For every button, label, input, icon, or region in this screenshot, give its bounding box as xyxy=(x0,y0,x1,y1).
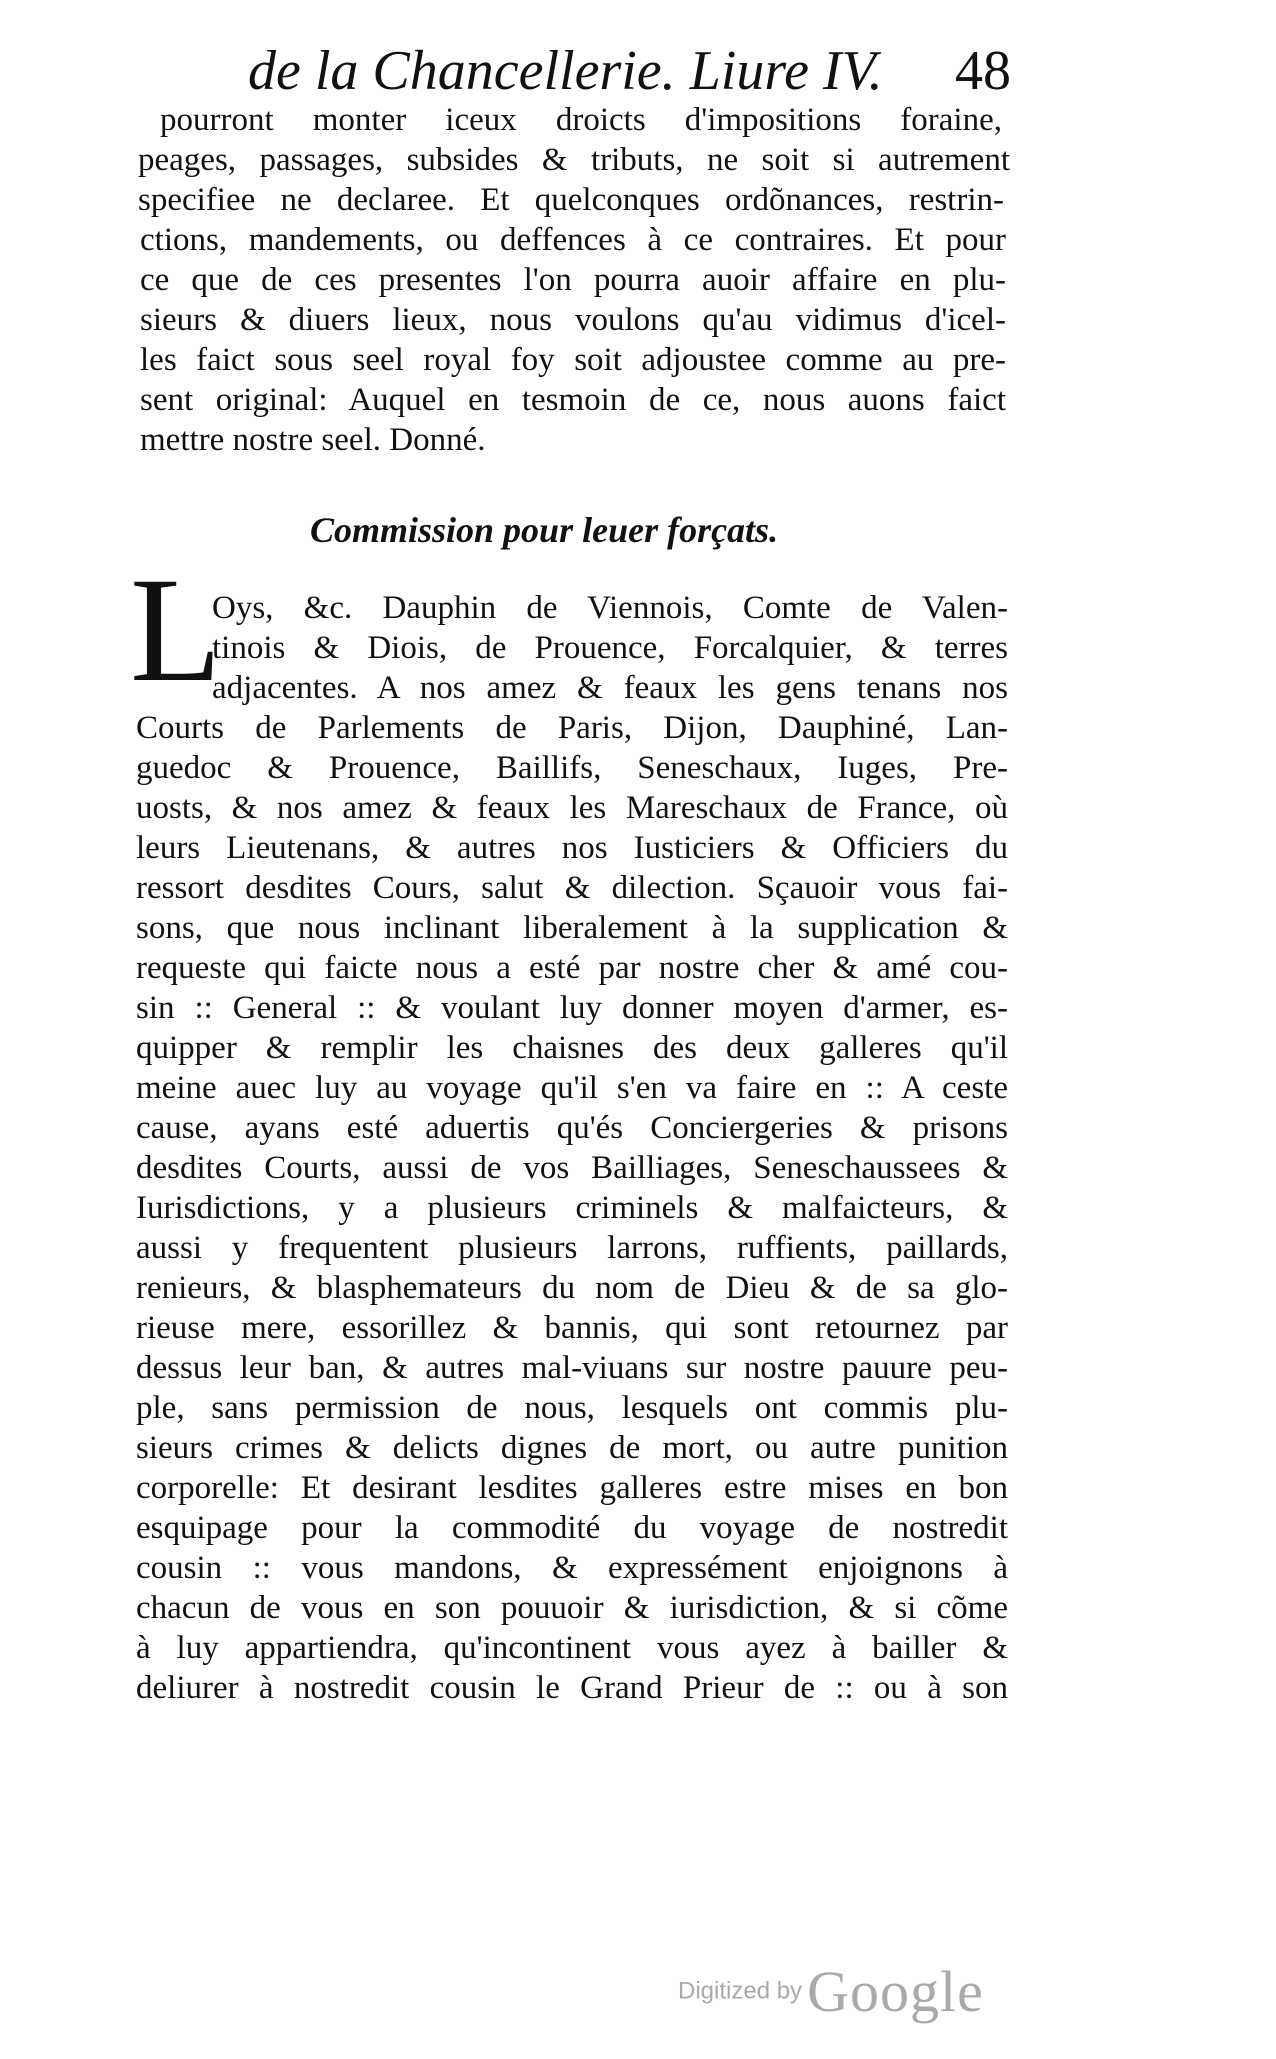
text-line: sons, que nous inclinant liberalement à la supplication & xyxy=(136,910,1008,946)
text-line: leurs Lieutenans, & autres nos Iusticiers & Officiers du xyxy=(136,830,1008,866)
text-line: chacun de vous en son pouuoir & iurisdiction, & si cõme xyxy=(136,1590,1008,1626)
text-line: adjacentes. A nos amez & feaux les gens tenans nos xyxy=(212,670,1008,706)
text-line: peages, passages, subsides & tributs, ne soit si autrement xyxy=(138,142,1010,178)
text-line: ctions, mandements, ou deffences à ce contraires. Et pour xyxy=(140,222,1006,258)
text-line: specifiee ne declaree. Et quelconques ordõnances, restrin- xyxy=(138,182,1004,218)
text-line: sent original: Auquel en tesmoin de ce, nous auons faict xyxy=(140,382,1006,418)
text-line: corporelle: Et desirant lesdites galleres estre mises en bon xyxy=(136,1470,1008,1506)
text-line: les faict sous seel royal foy soit adjoustee comme au pre- xyxy=(140,342,1006,378)
running-title: de la Chancellerie. Liure IV. xyxy=(248,40,883,102)
text-line: requeste qui faicte nous a esté par nostre cher & amé cou- xyxy=(136,950,1008,986)
text-line: pourront monter iceux droicts d'impositions foraine, xyxy=(160,102,1002,138)
text-line: cousin :: vous mandons, & expressément enjoignons à xyxy=(136,1550,1008,1586)
text-line: renieurs, & blasphemateurs du nom de Dieu & de sa glo- xyxy=(136,1270,1008,1306)
text-line: meine auec luy au voyage qu'il s'en va faire en :: A ceste xyxy=(136,1070,1008,1106)
text-line: guedoc & Prouence, Baillifs, Seneschaux, Iuges, Pre- xyxy=(136,750,1008,786)
text-line: à luy appartiendra, qu'incontinent vous ayez à bailler & xyxy=(136,1630,1008,1666)
drop-cap: L xyxy=(130,547,222,713)
page-number: 48 xyxy=(955,40,1011,102)
text-line: tinois & Diois, de Prouence, Forcalquier, & terres xyxy=(212,630,1008,666)
text-line: uosts, & nos amez & feaux les Mareschaux de France, où xyxy=(136,790,1008,826)
stamp-prefix: Digitized by xyxy=(678,1977,803,2005)
text-line: ce que de ces presentes l'on pourra auoir affaire en plu- xyxy=(140,262,1006,298)
text-line: sieurs crimes & delicts dignes de mort, ou autre punition xyxy=(136,1430,1008,1466)
text-line: cause, ayans esté aduertis qu'és Conciergeries & prisons xyxy=(136,1110,1008,1146)
google-logo: Google xyxy=(807,1959,984,2024)
text-line: sieurs & diuers lieux, nous voulons qu'au vidimus d'icel- xyxy=(140,302,1006,338)
section-title: Commission pour leuer forçats. xyxy=(310,510,779,550)
text-line: mettre nostre seel. Donné. xyxy=(140,422,486,458)
text-line: aussi y frequentent plusieurs larrons, ruffients, paillards, xyxy=(136,1230,1008,1266)
text-line: quipper & remplir les chaisnes des deux galleres qu'il xyxy=(136,1030,1008,1066)
text-line: sin :: General :: & voulant luy donner moyen d'armer, es- xyxy=(136,990,1008,1026)
text-line: deliurer à nostredit cousin le Grand Prieur de :: ou à son xyxy=(136,1670,1008,1706)
text-line: Courts de Parlements de Paris, Dijon, Dauphiné, Lan- xyxy=(136,710,1008,746)
text-line: ple, sans permission de nous, lesquels ont commis plu- xyxy=(136,1390,1008,1426)
text-line: Iurisdictions, y a plusieurs criminels & malfaicteurs, & xyxy=(136,1190,1008,1226)
text-line: esquipage pour la commodité du voyage de nostredit xyxy=(136,1510,1008,1546)
text-line: ressort desdites Cours, salut & dilection. Sçauoir vous fai- xyxy=(136,870,1008,906)
text-line: dessus leur ban, & autres mal-viuans sur nostre pauure peu- xyxy=(136,1350,1008,1386)
digitization-stamp xyxy=(678,1958,1028,2024)
text-line: desdites Courts, aussi de vos Bailliages, Seneschaussees & xyxy=(136,1150,1008,1186)
text-line: rieuse mere, essorillez & bannis, qui sont retournez par xyxy=(136,1310,1008,1346)
text-line: Oys, &c. Dauphin de Viennois, Comte de Valen- xyxy=(212,590,1008,626)
